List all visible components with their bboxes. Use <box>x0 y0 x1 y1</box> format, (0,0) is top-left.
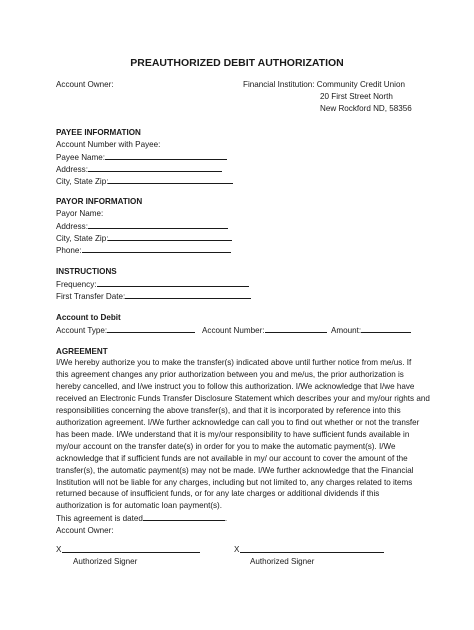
first-transfer-date-line[interactable] <box>125 290 251 299</box>
agreement-line: acknowledge that if sufficient funds are not available in my/ our account to cover the amount of the <box>56 453 408 463</box>
agreement-line: I/We hereby authorize you to make the transfer(s) indicated above until further notice from me/us. If <box>56 358 412 367</box>
form-title: PREAUTHORIZED DEBIT AUTHORIZATION <box>130 57 344 69</box>
agreement-line: authorization agreement. I/We further acknowledge can call you to find out whether or not the transfer <box>56 417 420 427</box>
debit-account-number-line[interactable] <box>265 324 327 333</box>
account-type-field[interactable] <box>56 324 195 336</box>
agreement-line: transfer(s), the automatic payment(s) may not be made. I/We further acknowledge that the Financial <box>56 465 414 475</box>
signature-x-mark-left: X <box>56 545 62 554</box>
first-transfer-date-field[interactable] <box>56 290 251 302</box>
amount-label: Amount: <box>331 326 362 335</box>
account-to-debit-heading: Account to Debit <box>56 313 121 322</box>
agreement-line: received an Electronic Funds Transfer Disclosure Statement which describes your and my/our rights and <box>56 393 430 403</box>
account-type-line[interactable] <box>107 324 195 333</box>
payee-name-line[interactable] <box>105 151 227 160</box>
payee-city-state-zip-label: City, State Zip: <box>56 177 109 186</box>
payor-address-label: Address: <box>56 222 88 231</box>
institution-address-line1: 20 First Street North <box>320 92 393 101</box>
authorized-signer-label-right: Authorized Signer <box>250 557 315 566</box>
payor-heading: PAYOR INFORMATION <box>56 197 143 206</box>
amount-field[interactable] <box>331 324 411 336</box>
payee-address-line[interactable] <box>88 163 222 172</box>
agreement-line: my/our account on the transfer date(s) in order for you to make the automatic payment(s). I/We <box>56 441 396 451</box>
agreement-account-owner-label: Account Owner: <box>56 526 114 536</box>
agreement-line: hereby cancelled, and I/we instruct you to follow this authorization. I/We acknowledge that I/we have <box>56 381 415 391</box>
frequency-line[interactable] <box>97 278 249 287</box>
signature-line-right[interactable] <box>240 552 384 553</box>
debit-account-number-field[interactable] <box>202 324 327 336</box>
payor-phone-field[interactable] <box>56 244 231 256</box>
payor-city-state-zip-label: City, State Zip: <box>56 234 109 243</box>
agreement-dated-period: . <box>224 514 228 524</box>
payor-address-field[interactable] <box>56 220 228 232</box>
agreement-line: has been made. I/We understand that it is my/our responsibility to have sufficient funds available in <box>56 429 410 439</box>
payee-account-number-label: Account Number with Payee: <box>56 140 161 149</box>
signature-line-left[interactable] <box>62 552 200 553</box>
agreement-date-line[interactable] <box>143 512 228 524</box>
payor-address-line[interactable] <box>88 220 228 229</box>
agreement-line: returned because of insufficient funds, or for any late charges or additional dividends if this <box>56 489 380 499</box>
signature-x-mark-right: X <box>234 545 240 554</box>
payee-address-label: Address: <box>56 165 88 174</box>
agreement-line: Institution will not be liable for any charges, including but not limited to, any charges related to items <box>56 477 413 487</box>
payor-city-state-zip-field[interactable] <box>56 232 232 244</box>
payee-city-state-zip-field[interactable] <box>56 175 233 187</box>
payor-phone-label: Phone: <box>56 246 82 255</box>
agreement-dated-label: This agreement is dated <box>56 514 143 524</box>
agreement-heading: AGREEMENT <box>56 347 108 356</box>
frequency-field[interactable] <box>56 278 249 290</box>
first-transfer-date-label: First Transfer Date: <box>56 292 126 301</box>
agreement-line: this agreement changes any prior authorization between you and me/us, the prior authorization is <box>56 369 404 379</box>
payee-heading: PAYEE INFORMATION <box>56 128 141 137</box>
agreement-paragraph <box>56 357 428 537</box>
payee-name-label: Payee Name: <box>56 153 106 162</box>
agreement-dated-field[interactable] <box>56 512 428 525</box>
authorized-signer-label-left: Authorized Signer <box>73 557 138 566</box>
debit-account-number-label: Account Number: <box>202 326 265 335</box>
financial-institution-line: Financial Institution: Community Credit Union <box>243 80 405 89</box>
payee-name-field[interactable] <box>56 151 227 163</box>
payor-phone-line[interactable] <box>82 244 231 253</box>
payee-city-state-zip-line[interactable] <box>108 175 233 184</box>
payee-address-field[interactable] <box>56 163 222 175</box>
account-type-label: Account Type: <box>56 326 108 335</box>
instructions-heading: INSTRUCTIONS <box>56 267 117 276</box>
agreement-line: responsibilities concerning the above transfer(s), and that it is incorporated by reference into this <box>56 405 401 415</box>
account-owner-label: Account Owner: <box>56 80 114 89</box>
payor-name-label: Payor Name: <box>56 209 104 218</box>
payor-city-state-zip-line[interactable] <box>108 232 232 241</box>
frequency-label: Frequency: <box>56 280 97 289</box>
institution-address-line2: New Rockford ND, 58356 <box>320 104 412 113</box>
amount-line[interactable] <box>361 324 411 333</box>
agreement-line: authorization is for automatic loan payment(s). <box>56 501 223 511</box>
